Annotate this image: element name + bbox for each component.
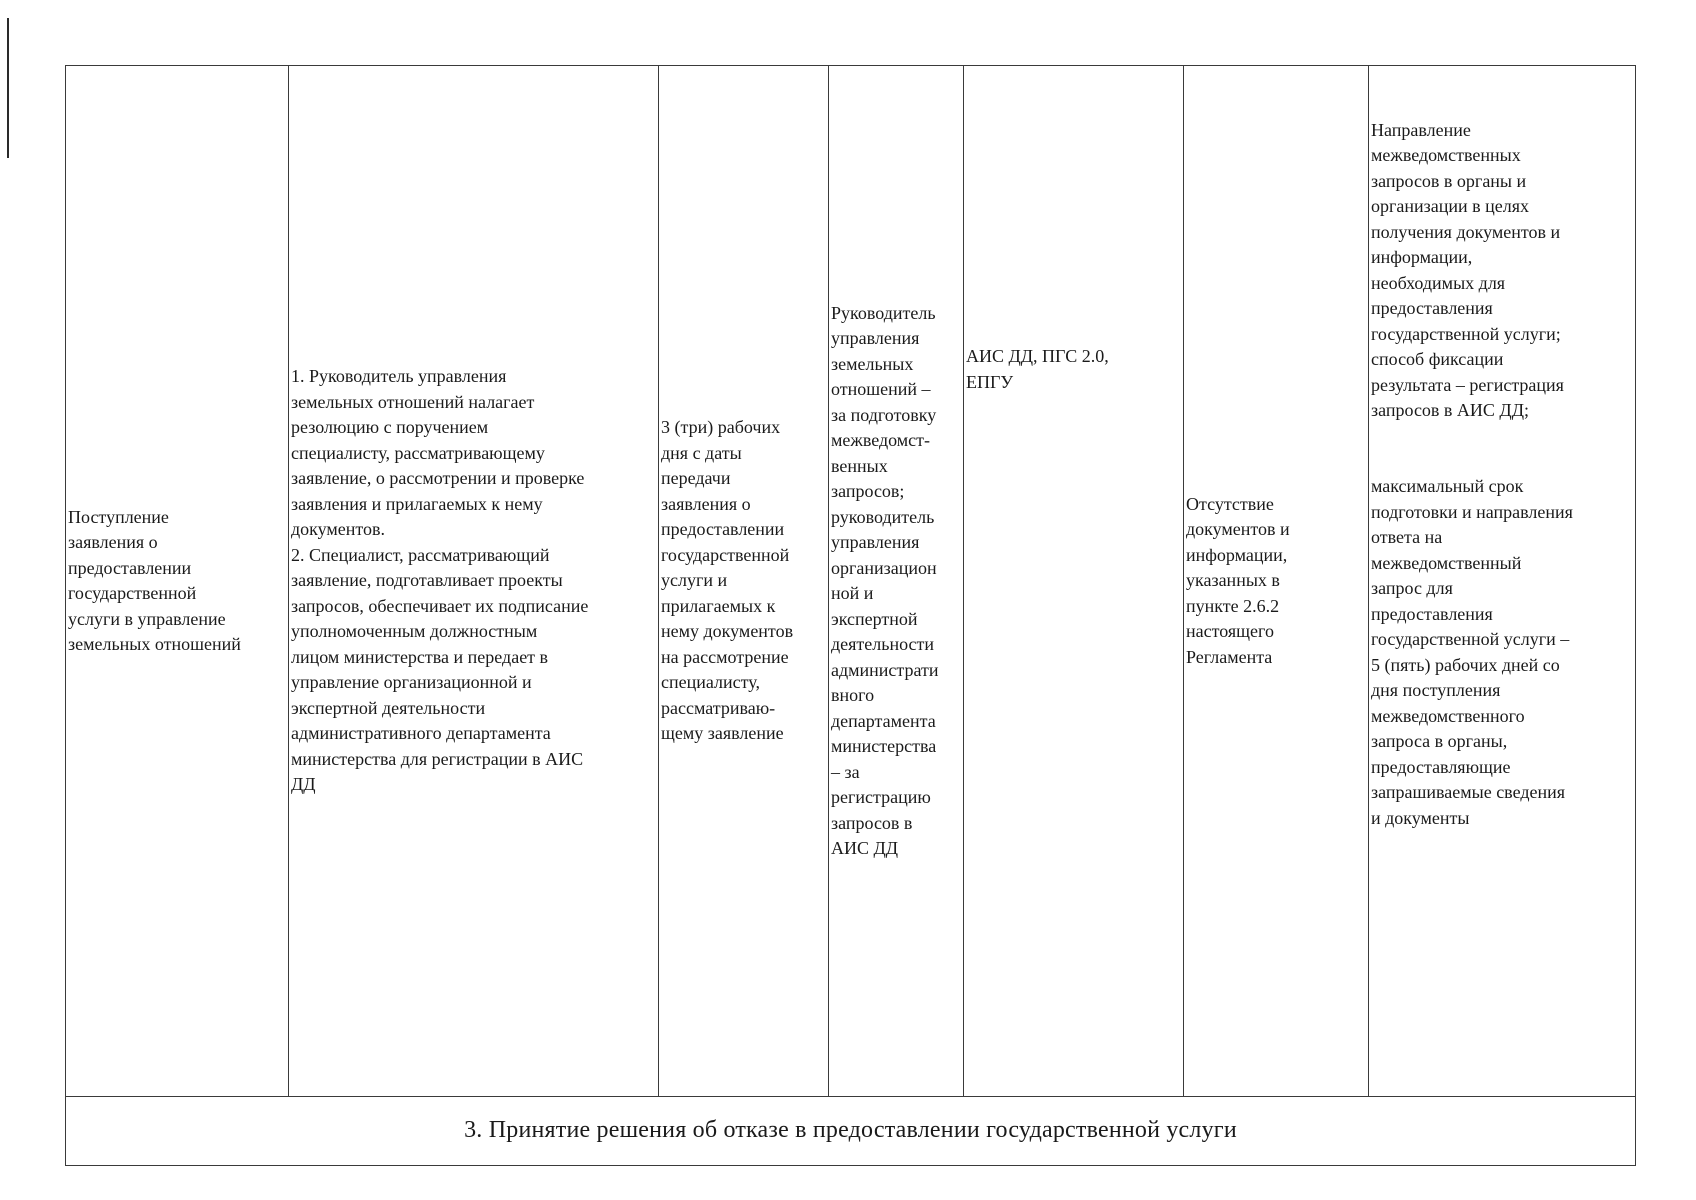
basis-cell: Поступление заявления о предоставлении государственной услуги в управление земельных отношений [66,66,289,1097]
actions-cell: 1. Руководитель управления земельных отношений налагает резолюцию с поручением специалисту, рассматривающему заявление, о рассмотрении и проверке заявления и прилагаемых к нему документов. 2. Специалист, рассматривающий заявление, подготавливает проекты запросов, обеспечивает их подписание уполномоченным должностным лицом министерства и передает в управление организационной и экспертной деятельности административного департамента министерства для регистрации в АИС ДД [289,66,659,1097]
section-heading: 3. Принятие решения об отказе в предоставлении государственной услуги [66,1097,1636,1166]
deadline-cell: 3 (три) рабочих дня с даты передачи заявления о предоставлении государственной услуги и прилагаемых к нему документов на рассмотрение специалисту, рассматриваю- щему заявление [659,66,829,1097]
result-text-part1: Направление межведомственных запросов в органы и организации в целях получения документов и информации, необходимых для предоставления государственной услуги; способ фиксации результата – регистрация запросов в АИС ДД; [1371,119,1564,420]
result-text-part2: максимальный срок подготовки и направления ответа на межведомственный запрос для предоставления государственной услуги – 5 (пять) рабочих дней со дня поступления межведомственного запроса в органы, предоставляющие запрашиваемые сведения и документы [1371,476,1573,828]
responsible-cell: Руководитель управления земельных отношений – за подготовку межведомст- венных запросов; руководитель управления организацион ной и экспертной деятельности администрати вного департамента министерства – за регистрацию запросов в АИС ДД [829,66,964,1097]
criteria-cell: Отсутствие документов и информации, указанных в пункте 2.6.2 настоящего Регламента [1184,66,1369,1097]
paragraph-gap [1371,424,1633,449]
table-row [66,66,1636,1097]
scan-margin-mark [7,18,9,158]
procedure-table [65,65,1636,1166]
information-system-cell: АИС ДД, ПГС 2.0, ЕПГУ [964,66,1184,1097]
section-row [66,1097,1636,1166]
result-cell [1369,66,1636,1097]
